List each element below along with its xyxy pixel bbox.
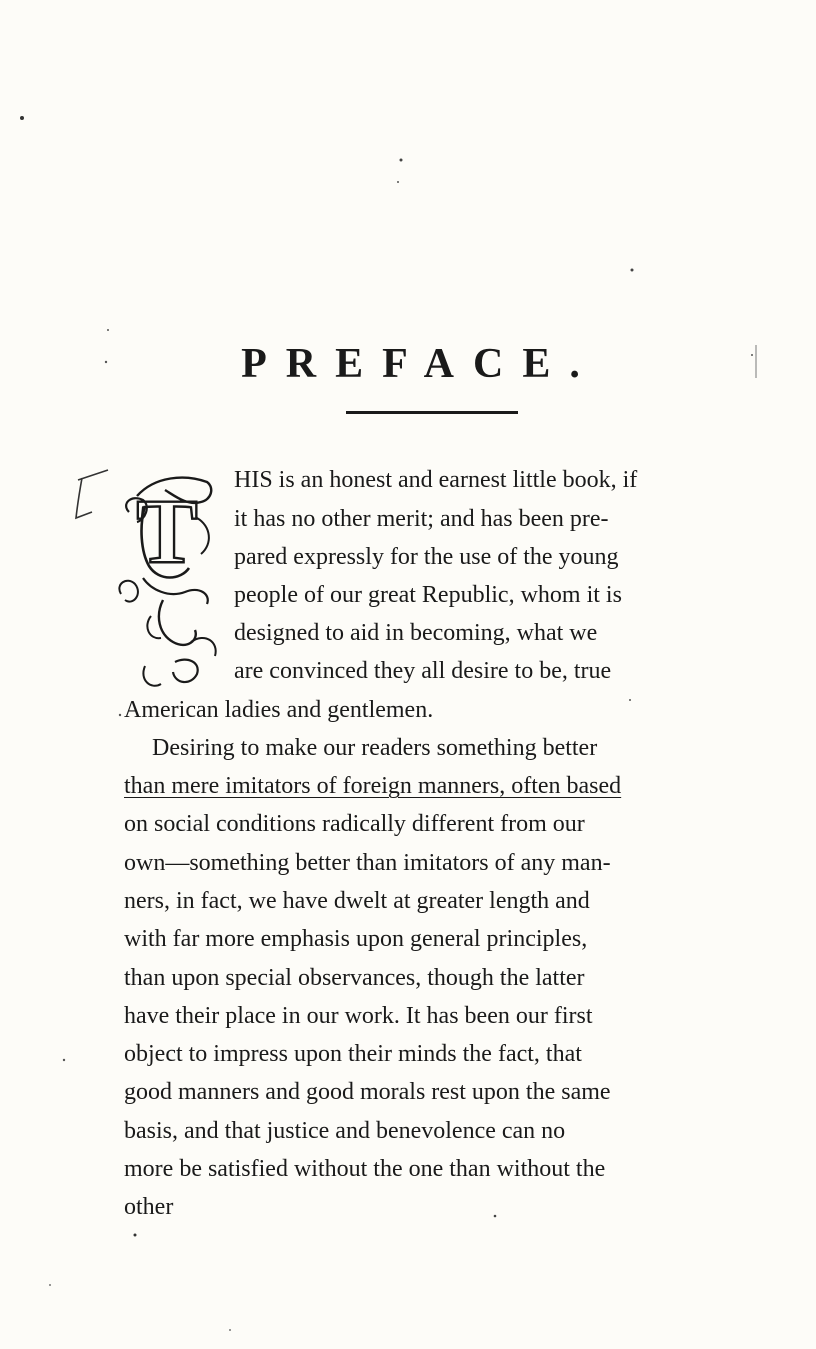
line-text: basis, and that justice and benevolence can no	[124, 1118, 566, 1144]
text-line	[234, 540, 755, 574]
text-line	[124, 922, 755, 956]
line-text: good manners and good morals rest upon the same	[124, 1079, 611, 1105]
line-text: with far more emphasis upon general principles,	[124, 926, 588, 952]
text-line	[124, 693, 755, 727]
text-line	[124, 1114, 755, 1148]
text-line	[124, 1190, 755, 1224]
ornamental-dropcap-t	[115, 466, 233, 692]
line-text: people of our great Republic, whom it is	[234, 582, 622, 608]
text-line	[124, 884, 755, 918]
line-text: than mere imitators of foreign manners, often based	[124, 773, 622, 799]
page-title: PREFACE.	[241, 341, 599, 388]
line-text: are convinced they all desire to be, true	[234, 658, 612, 684]
line-text: other	[124, 1194, 174, 1220]
line-text: ners, in fact, we have dwelt at greater length and	[124, 888, 590, 914]
text-line	[152, 731, 755, 765]
line-text: it has no other merit; and has been pre-	[234, 506, 609, 532]
text-line	[124, 999, 755, 1033]
text-line	[234, 654, 755, 688]
line-text: more be satisfied without the one than without the	[124, 1156, 606, 1182]
text-line	[124, 961, 755, 995]
line-text: on social conditions radically different from our	[124, 811, 585, 837]
text-line	[234, 616, 755, 650]
text-line	[124, 807, 755, 841]
text-line	[124, 1075, 755, 1109]
line-text: than upon special observances, though the latter	[124, 965, 585, 991]
text-line	[234, 463, 755, 497]
text-line	[124, 846, 755, 880]
text-line	[124, 769, 755, 803]
line-text: own—something better than imitators of any man-	[124, 850, 611, 876]
line-text: have their place in our work. It has been our first	[124, 1003, 593, 1029]
line-text: designed to aid in becoming, what we	[234, 620, 598, 646]
text-line	[234, 502, 755, 536]
text-line	[234, 578, 755, 612]
line-text: American ladies and gentlemen.	[124, 697, 434, 723]
line-text: Desiring to make our readers something better	[152, 735, 598, 761]
dropcap-letter: T	[136, 480, 198, 582]
line-text: HIS is an honest and earnest little book, if	[234, 467, 638, 493]
title-rule	[346, 411, 518, 414]
text-line	[124, 1037, 755, 1071]
line-text: pared expressly for the use of the young	[234, 544, 619, 570]
line-text: object to impress upon their minds the fact, that	[124, 1041, 582, 1067]
text-line	[124, 1152, 755, 1186]
